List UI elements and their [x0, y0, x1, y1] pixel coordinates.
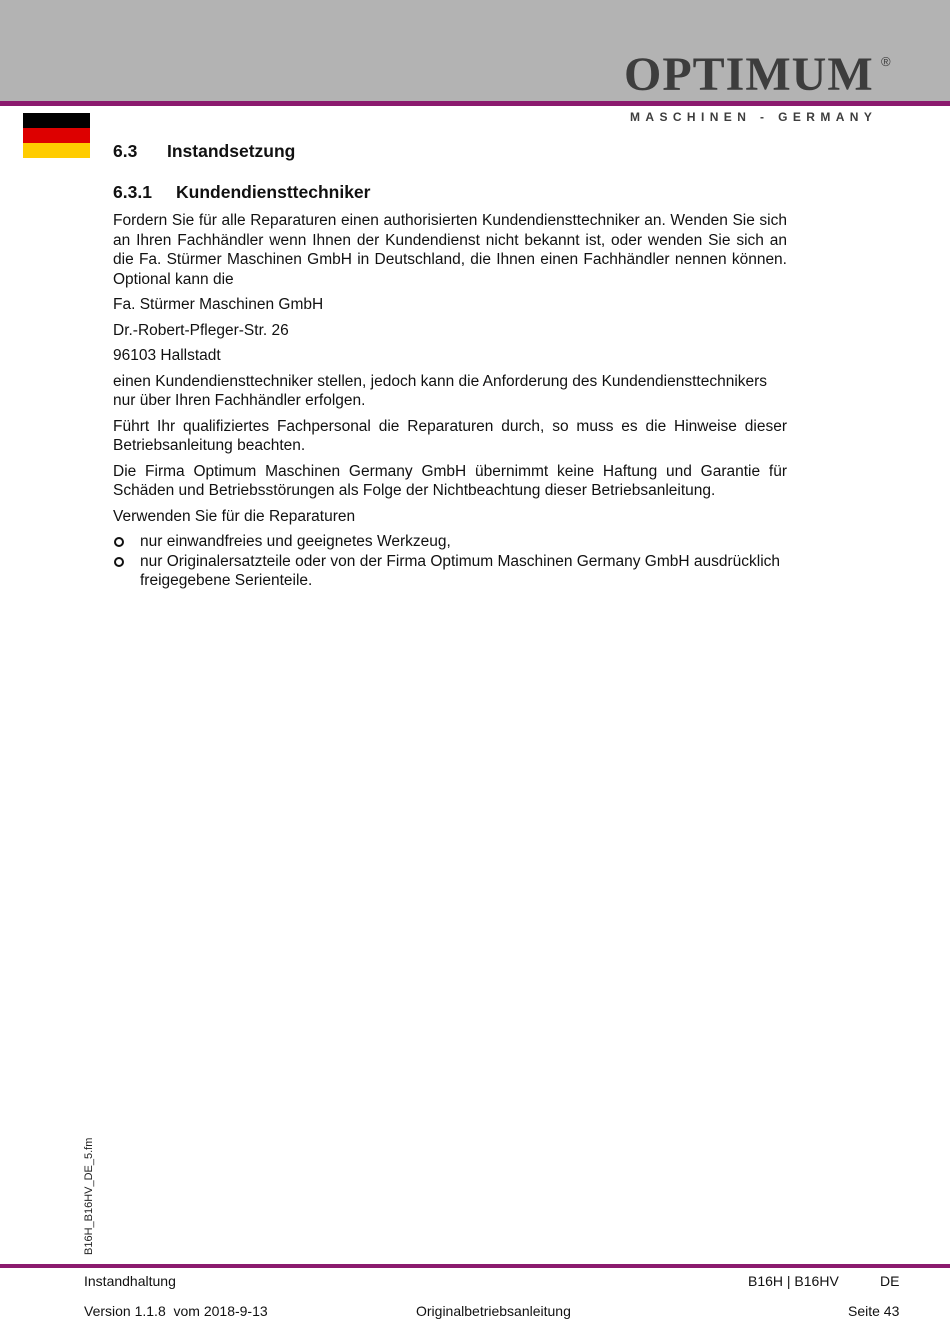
subsection-heading — [113, 181, 787, 203]
address-city: 96103 Hallstadt — [113, 347, 221, 364]
subsection-number: 6.3.1 — [113, 182, 152, 202]
footer-model: B16H | B16HV — [748, 1273, 839, 1289]
address-company: Fa. Stürmer Maschinen GmbH — [113, 296, 324, 313]
footer-doc-type: Originalbetriebsanleitung — [416, 1303, 571, 1319]
paragraph-qualified-staff: Führt Ihr qualifiziertes Fachpersonal die Reparaturen durch, so muss es die Hinweise dieser Betriebsanleitung beachten. — [113, 417, 787, 454]
section-number: 6.3 — [113, 141, 138, 161]
list-item — [113, 532, 787, 552]
address-street: Dr.-Robert-Pfleger-Str. 26 — [113, 321, 289, 339]
paragraph-repairs-intro: Verwenden Sie für die Reparaturen — [113, 507, 356, 525]
footer-chapter: Instandhaltung — [84, 1273, 176, 1289]
section-title: Instandsetzung — [167, 141, 296, 161]
footer-page-number: Seite 43 — [848, 1303, 900, 1319]
optimum-logo: OPTIMUM — [624, 48, 874, 101]
list-item — [113, 552, 787, 591]
bullet-circle-icon — [114, 537, 124, 547]
logo-subtitle: MASCHINEN - GERMANY — [630, 110, 878, 124]
repair-requirements-list — [113, 532, 787, 591]
paragraph-liability: Die Firma Optimum Maschinen Germany GmbH übernimmt keine Haftung und Garantie für Schäden und Betriebsstörungen als Folge der Nichtbeachtung dieser Betriebsanleitung. — [113, 462, 787, 499]
subsection-title: Kundendiensttechniker — [176, 182, 371, 202]
paragraph-technician: einen Kundendiensttechniker stellen, jedoch kann die Anforderung des Kundendiensttechnikers nur über Ihren Fachhändler erfolgen. — [113, 372, 768, 409]
bullet-circle-icon — [114, 557, 124, 567]
footer-language: DE — [880, 1273, 900, 1289]
list-item-text: nur einwandfreies und geeignetes Werkzeug, — [140, 533, 451, 550]
flag-stripe-gold — [23, 143, 90, 158]
flag-stripe-red — [23, 128, 90, 143]
section-heading — [113, 140, 787, 162]
side-filename: B16H_B16HV_DE_5.fm — [83, 1137, 95, 1255]
main-content — [113, 140, 787, 591]
paragraph-service-request: Fordern Sie für alle Reparaturen einen authorisierten Kundendiensttechniker an. Wenden Sie sich an Ihren Fachhändler wenn Ihnen der Kundendienst nicht bekannt ist, oder wenden Sie sich an die Fa. Stürmer Maschinen GmbH in Deutschland, die Ihnen einen Fachhändler nennen können. Optional kann die — [113, 212, 787, 288]
footer-rule — [0, 1264, 950, 1268]
registered-mark: ® — [881, 54, 891, 69]
list-item-text: nur Originalersatzteile oder von der Firma Optimum Maschinen Germany GmbH ausdrücklich freigegebene Serienteile. — [140, 552, 781, 589]
german-flag-icon — [23, 113, 90, 158]
flag-stripe-black — [23, 113, 90, 128]
footer-version: Version 1.1.8 vom 2018-9-13 — [84, 1303, 268, 1319]
